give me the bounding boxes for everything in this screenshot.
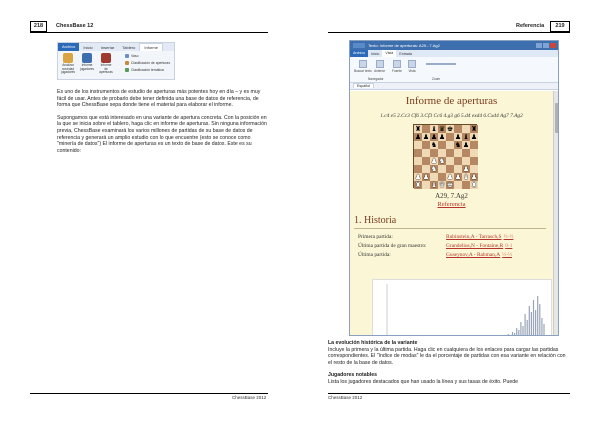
left-body-text xyxy=(57,89,267,160)
opening-report-button[interactable] xyxy=(99,53,113,75)
board-square xyxy=(462,133,470,141)
report-title: Informe de aperturas xyxy=(405,95,498,107)
reference-link[interactable]: Referencia xyxy=(437,201,466,208)
board-square xyxy=(454,157,462,165)
black-piece-icon: ♝ xyxy=(430,125,438,133)
board-square xyxy=(462,165,470,173)
board-square xyxy=(454,165,462,173)
black-piece-icon: ♜ xyxy=(470,125,478,133)
black-piece-icon: ♟ xyxy=(462,141,470,149)
eco-code: A29, 7.Ag2 xyxy=(435,192,468,200)
white-piece-icon: ♚ xyxy=(446,181,454,189)
chart-bar xyxy=(537,296,538,336)
chart-bar xyxy=(527,320,528,336)
board-square xyxy=(430,181,438,189)
board-square xyxy=(422,173,430,181)
board-square xyxy=(430,149,438,157)
last-gm-game-players: Grandelius,N - Fontaine,R xyxy=(446,243,504,249)
board-square xyxy=(414,125,422,133)
vaso-icon xyxy=(125,54,129,58)
tab-entrada[interactable]: Entrada xyxy=(399,51,412,56)
black-piece-icon: ♟ xyxy=(438,133,446,141)
window-ribbon-tabs xyxy=(350,50,558,57)
ribbon-row-thematic-class[interactable] xyxy=(125,68,164,72)
fashion-index-chart xyxy=(372,279,552,336)
board-square xyxy=(438,181,446,189)
board-square xyxy=(430,141,438,149)
board-square xyxy=(438,173,446,181)
thematic-class-icon xyxy=(125,68,129,72)
black-piece-icon: ♟ xyxy=(454,133,462,141)
tab-vista[interactable]: Vista xyxy=(382,50,396,57)
zoom-slider[interactable] xyxy=(426,63,456,65)
ribbon-group-navegador: Navegador xyxy=(368,77,384,81)
scrollbar-thumb[interactable] xyxy=(555,103,559,133)
page-number-left: 218 xyxy=(30,21,47,32)
ribbon-group-zoom: Zoom xyxy=(432,77,441,81)
board-square xyxy=(422,141,430,149)
novelty-icon xyxy=(63,53,73,63)
board-square xyxy=(414,157,422,165)
chart-bar xyxy=(535,310,536,336)
board-square xyxy=(438,157,446,165)
section-heading-2: Jugadores notables xyxy=(328,372,378,379)
board-square xyxy=(462,181,470,189)
previous-button[interactable] xyxy=(374,60,385,73)
analyze-novelty-sub: jugadores xyxy=(61,70,75,75)
header-rule-right xyxy=(328,32,570,33)
first-game-link[interactable] xyxy=(446,234,513,240)
white-piece-icon: ♞ xyxy=(438,157,446,165)
white-piece-icon: ♟ xyxy=(470,173,478,181)
ribbon-row-vaso[interactable] xyxy=(125,54,138,58)
window-titlebar xyxy=(350,41,558,50)
chart-bar xyxy=(516,328,517,336)
doc-tab-espanol[interactable]: Español xyxy=(353,83,374,88)
white-piece-icon: ♟ xyxy=(446,173,454,181)
document-tabstrip xyxy=(350,83,558,90)
left-paragraph-2: Supongamos que está interesado en una variante de apertura concreta. Con la posición en la que se inicia sobre el tablero, haga clic en informe de aperturas. Sin ninguna información previa, ChessBase examinará los varios millones de partidas de su base de datos de referencia y generará un amplio estudio con lo que encuentre (esto se conoce como "minería de datos") El informe de aperturas es un texto de base de datos. Este es su contenido: xyxy=(57,114,267,154)
board-square xyxy=(462,173,470,181)
header-rule-left xyxy=(30,32,268,33)
board-square xyxy=(454,133,462,141)
chart-bar xyxy=(531,312,532,336)
font-icon xyxy=(393,60,401,68)
report-moves: 1.c4 e5 2.Cc3 Cf6 3.Cf3 Cc6 4.g3 g6 5.d4 exd4 6.Cxd4 Ag7 7.Ag2 xyxy=(380,113,523,119)
running-title-right: Referencia xyxy=(516,23,545,29)
board-square xyxy=(430,173,438,181)
black-piece-icon: ♚ xyxy=(446,125,454,133)
ribbon-tab-informe[interactable]: Informe xyxy=(139,43,163,51)
board-square xyxy=(470,173,478,181)
chart-bar xyxy=(504,335,505,336)
player-report-label: Informe xyxy=(81,63,93,67)
board-square xyxy=(414,173,422,181)
report-window-screenshot xyxy=(349,40,559,336)
chart-bars xyxy=(493,296,545,336)
board-square xyxy=(462,157,470,165)
document-scrollbar[interactable] xyxy=(553,91,559,336)
board-square xyxy=(462,149,470,157)
player-report-icon xyxy=(82,53,92,63)
running-title-left: ChessBase 12 xyxy=(56,23,94,29)
board-square xyxy=(438,141,446,149)
chart-bar xyxy=(520,322,521,336)
board-square xyxy=(430,165,438,173)
first-game-players: Rubinstein,A - Tarrasch,S xyxy=(446,234,502,240)
last-gm-game-label: Última partida de gran maestro: xyxy=(358,243,427,249)
black-piece-icon: ♟ xyxy=(422,133,430,141)
board-square xyxy=(430,157,438,165)
last-game-result: ½-½ xyxy=(502,252,513,258)
white-piece-icon: ♟ xyxy=(462,165,470,173)
white-piece-icon: ♝ xyxy=(430,181,438,189)
last-gm-game-link[interactable] xyxy=(446,243,512,249)
board-square xyxy=(446,181,454,189)
chart-bar xyxy=(539,304,540,336)
board-square xyxy=(446,125,454,133)
first-game-label: Primera partida: xyxy=(358,234,393,240)
font-label: Fuente xyxy=(392,69,402,73)
opening-report-sub: aperturas xyxy=(99,70,113,75)
analyze-novelty-label: Analizar novedad xyxy=(61,63,75,71)
previous-label: Anterior xyxy=(374,69,386,73)
last-game-link[interactable] xyxy=(446,252,512,258)
ribbon-tab-insertar[interactable]: Insertar xyxy=(100,44,115,50)
board-square xyxy=(438,165,446,173)
board-square xyxy=(414,181,422,189)
board-square xyxy=(470,181,478,189)
footer-left: ChessBase 2012 xyxy=(232,395,267,400)
board-square xyxy=(470,149,478,157)
ribbon-tab-file[interactable]: Archivo xyxy=(58,43,79,51)
last-gm-game-result: 0-1 xyxy=(505,243,513,249)
white-piece-icon: ♟ xyxy=(414,173,422,181)
opening-report-icon xyxy=(101,53,111,63)
white-piece-icon: ♜ xyxy=(414,181,422,189)
report-document xyxy=(350,91,553,336)
board-square xyxy=(462,125,470,133)
ribbon-tab-tablero[interactable]: Tablero xyxy=(122,44,136,50)
find-text-icon xyxy=(359,60,367,68)
board-square xyxy=(454,173,462,181)
board-square xyxy=(446,149,454,157)
board-square xyxy=(454,149,462,157)
board-square xyxy=(422,133,430,141)
left-paragraph-1: Es uno de los instrumentos de estudio de aperturas más potentes hoy en día – y es muy fácil de usar. Antes de probarlo debe tener definida una base de datos de referencia, de forma que ChessBase sepa donde tiene el material para elaborar el informe. xyxy=(57,89,261,109)
board-square xyxy=(446,157,454,165)
find-text-button[interactable] xyxy=(354,60,372,73)
black-piece-icon: ♛ xyxy=(438,125,446,133)
board-square xyxy=(438,149,446,157)
last-game-players: Guseynov,A - Rahman,A xyxy=(446,252,501,258)
tab-inicio[interactable]: Inicio xyxy=(370,51,380,56)
chart-bar xyxy=(512,332,513,336)
board-square xyxy=(422,157,430,165)
font-button[interactable] xyxy=(392,60,402,73)
board-square xyxy=(430,125,438,133)
section-heading-1: La evolución histórica de la variante xyxy=(328,340,418,346)
right-body-text xyxy=(328,340,568,392)
board-square xyxy=(470,125,478,133)
ribbon-body xyxy=(58,51,174,80)
ribbon-screenshot xyxy=(57,42,175,80)
chart-bar xyxy=(541,318,542,336)
white-piece-icon: ♜ xyxy=(470,181,478,189)
chart-bar xyxy=(529,306,530,336)
ribbon-row-opening-class-label: Clasificación de aperturas xyxy=(131,61,171,65)
opening-class-icon xyxy=(125,61,129,65)
board-square xyxy=(470,157,478,165)
chart-bar xyxy=(508,334,509,336)
board-square xyxy=(414,141,422,149)
board-square xyxy=(414,133,422,141)
board-square xyxy=(454,181,462,189)
chart-bar xyxy=(514,333,515,336)
board-square xyxy=(422,165,430,173)
black-piece-icon: ♝ xyxy=(462,133,470,141)
last-game-label: Última partida: xyxy=(358,252,391,258)
board-square xyxy=(414,165,422,173)
section-text-2: Lista los jugadores destacados que han usado la línea y sus tasas de éxito. Puede xyxy=(328,378,519,385)
ribbon-tabs xyxy=(58,43,174,51)
player-report-button[interactable] xyxy=(80,53,94,71)
board-square xyxy=(422,125,430,133)
window-title: Texto: Informe de aperturas: A29...7.Ag2 xyxy=(368,43,440,48)
minimize-icon[interactable] xyxy=(536,43,542,48)
black-piece-icon: ♞ xyxy=(430,141,438,149)
black-piece-icon: ♟ xyxy=(470,133,478,141)
board-square xyxy=(470,165,478,173)
white-piece-icon: ♟ xyxy=(430,157,438,165)
opening-report-label: Informe de xyxy=(100,63,112,71)
footer-rule-right xyxy=(328,393,570,394)
white-piece-icon: ♟ xyxy=(422,173,430,181)
board-square xyxy=(414,149,422,157)
ribbon-row-vaso-label: Vaso xyxy=(131,54,139,58)
window-ribbon xyxy=(350,57,558,83)
board-square xyxy=(422,149,430,157)
history-heading: 1. Historia xyxy=(354,215,397,226)
close-icon[interactable] xyxy=(550,43,556,48)
previous-icon xyxy=(376,60,384,68)
history-rule xyxy=(354,228,546,229)
board-square xyxy=(470,133,478,141)
board-square xyxy=(438,133,446,141)
find-text-label: Buscar texto xyxy=(354,69,372,73)
section-text-1: Incluye la primera y la última partida. Haga clic en cualquiera de los enlaces para cargar las partidas correspondientes. El "índice de modas" le da el porcentaje de partidas con esa variante en relación con el resto de la base de datos. xyxy=(328,346,566,366)
board-square xyxy=(454,125,462,133)
chart-bar xyxy=(525,314,526,336)
board-square xyxy=(438,125,446,133)
chart-bar xyxy=(510,335,511,336)
view-button[interactable] xyxy=(408,60,416,73)
black-piece-icon: ♜ xyxy=(414,125,422,133)
chart-bar xyxy=(543,324,544,336)
board-square xyxy=(454,141,462,149)
board-square xyxy=(446,133,454,141)
black-piece-icon: ♞ xyxy=(454,141,462,149)
white-piece-icon: ♝ xyxy=(462,173,470,181)
fashion-index-chart-svg xyxy=(373,280,553,336)
ribbon-row-thematic-class-label: Clasificación temática xyxy=(131,68,164,72)
quick-access-toolbar[interactable] xyxy=(353,43,365,48)
chart-bar xyxy=(533,300,534,336)
board-square xyxy=(422,181,430,189)
analyze-novelty-button[interactable] xyxy=(61,53,75,75)
board-square xyxy=(430,133,438,141)
white-piece-icon: ♛ xyxy=(438,181,446,189)
board-square xyxy=(462,141,470,149)
board-square xyxy=(446,173,454,181)
tab-archivo[interactable]: Archivo xyxy=(350,50,368,57)
player-report-sub: jugadores xyxy=(80,66,94,71)
board-square xyxy=(446,165,454,173)
footer-right: ChessBase 2012 xyxy=(328,395,363,400)
black-piece-icon: ♟ xyxy=(414,133,422,141)
view-icon xyxy=(408,60,416,68)
chart-bar xyxy=(518,330,519,336)
board-square xyxy=(470,141,478,149)
chart-bar xyxy=(522,326,523,336)
ribbon-row-opening-class[interactable] xyxy=(125,61,170,65)
maximize-icon[interactable] xyxy=(543,43,549,48)
page-number-right: 219 xyxy=(550,21,570,32)
white-piece-icon: ♟ xyxy=(454,173,462,181)
ribbon-tab-inicio[interactable]: Inicio xyxy=(83,44,93,50)
white-piece-icon: ♞ xyxy=(430,165,438,173)
board-square xyxy=(446,141,454,149)
first-game-result: ½-½ xyxy=(503,234,514,240)
chess-board xyxy=(413,124,477,188)
view-label: Vista xyxy=(408,69,416,73)
footer-rule-left xyxy=(30,393,268,394)
window-controls xyxy=(536,43,556,48)
black-piece-icon: ♟ xyxy=(430,133,438,141)
